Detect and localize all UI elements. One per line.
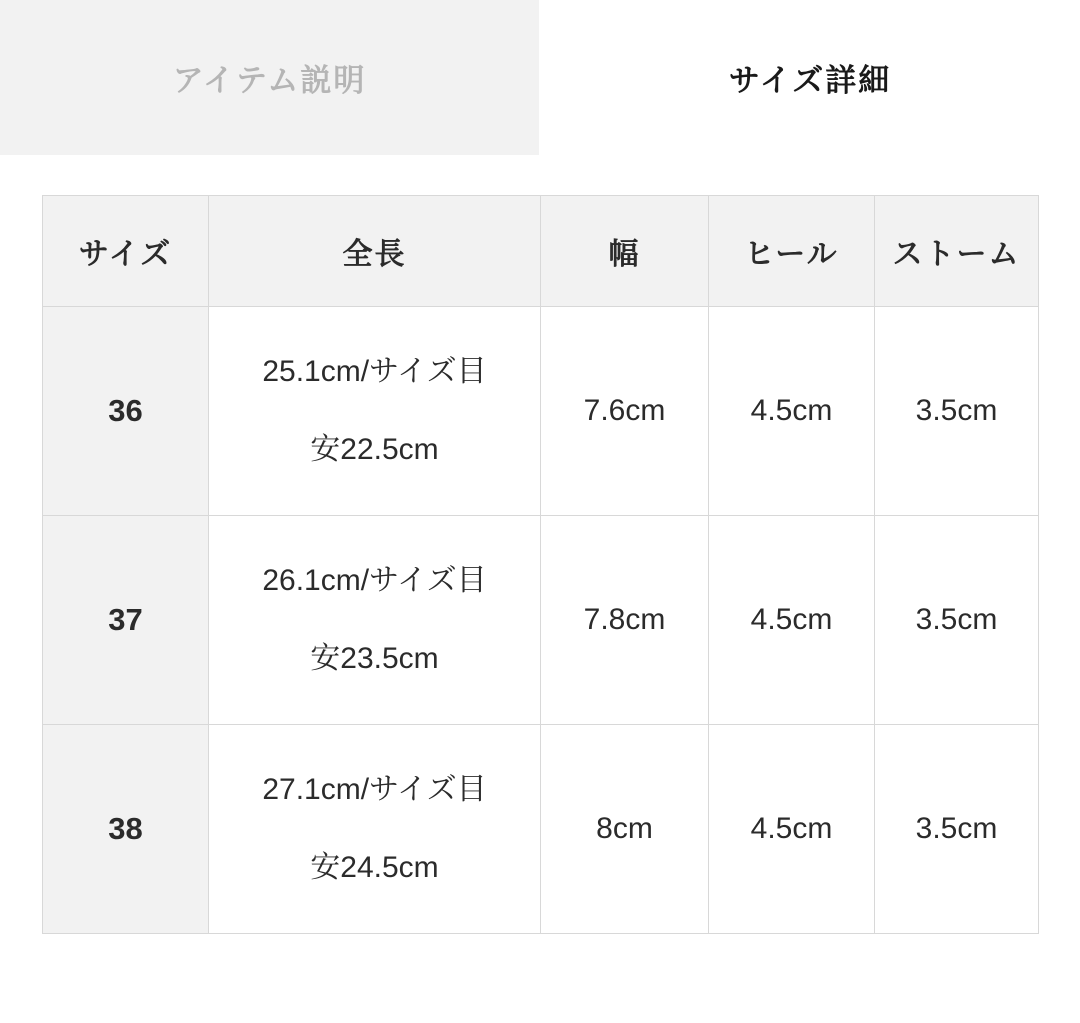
column-header-length: 全長 xyxy=(209,196,541,307)
cell-width: 7.6cm xyxy=(541,307,709,516)
cell-heel: 4.5cm xyxy=(709,516,875,725)
column-header-size: サイズ xyxy=(43,196,209,307)
cell-size: 37 xyxy=(43,516,209,725)
tab-size-detail[interactable]: サイズ詳細 xyxy=(540,0,1080,155)
cell-length-line1: 26.1cm/サイズ目 xyxy=(262,564,487,597)
cell-size: 36 xyxy=(43,307,209,516)
cell-length-line2: 安23.5cm xyxy=(310,642,439,675)
tab-bar xyxy=(0,0,1080,155)
size-table-container xyxy=(0,155,1080,934)
size-table-body xyxy=(43,307,1039,934)
column-header-width: 幅 xyxy=(541,196,709,307)
cell-storm: 3.5cm xyxy=(875,307,1039,516)
cell-size: 38 xyxy=(43,725,209,934)
table-row xyxy=(43,307,1039,516)
cell-length-line1: 27.1cm/サイズ目 xyxy=(262,773,487,806)
cell-length-line2: 安24.5cm xyxy=(310,851,439,884)
cell-storm: 3.5cm xyxy=(875,516,1039,725)
table-row xyxy=(43,725,1039,934)
column-header-storm: ストーム xyxy=(875,196,1039,307)
cell-storm: 3.5cm xyxy=(875,725,1039,934)
tab-item-description[interactable]: アイテム説明 xyxy=(0,0,540,155)
cell-length xyxy=(209,516,541,725)
cell-heel: 4.5cm xyxy=(709,725,875,934)
cell-length xyxy=(209,725,541,934)
table-row xyxy=(43,516,1039,725)
cell-width: 8cm xyxy=(541,725,709,934)
column-header-heel: ヒール xyxy=(709,196,875,307)
table-header-row xyxy=(43,196,1039,307)
cell-length-line2: 安22.5cm xyxy=(310,433,439,466)
cell-heel: 4.5cm xyxy=(709,307,875,516)
cell-length-line1: 25.1cm/サイズ目 xyxy=(262,355,487,388)
size-table xyxy=(42,195,1039,934)
cell-length xyxy=(209,307,541,516)
size-table-head xyxy=(43,196,1039,307)
cell-width: 7.8cm xyxy=(541,516,709,725)
